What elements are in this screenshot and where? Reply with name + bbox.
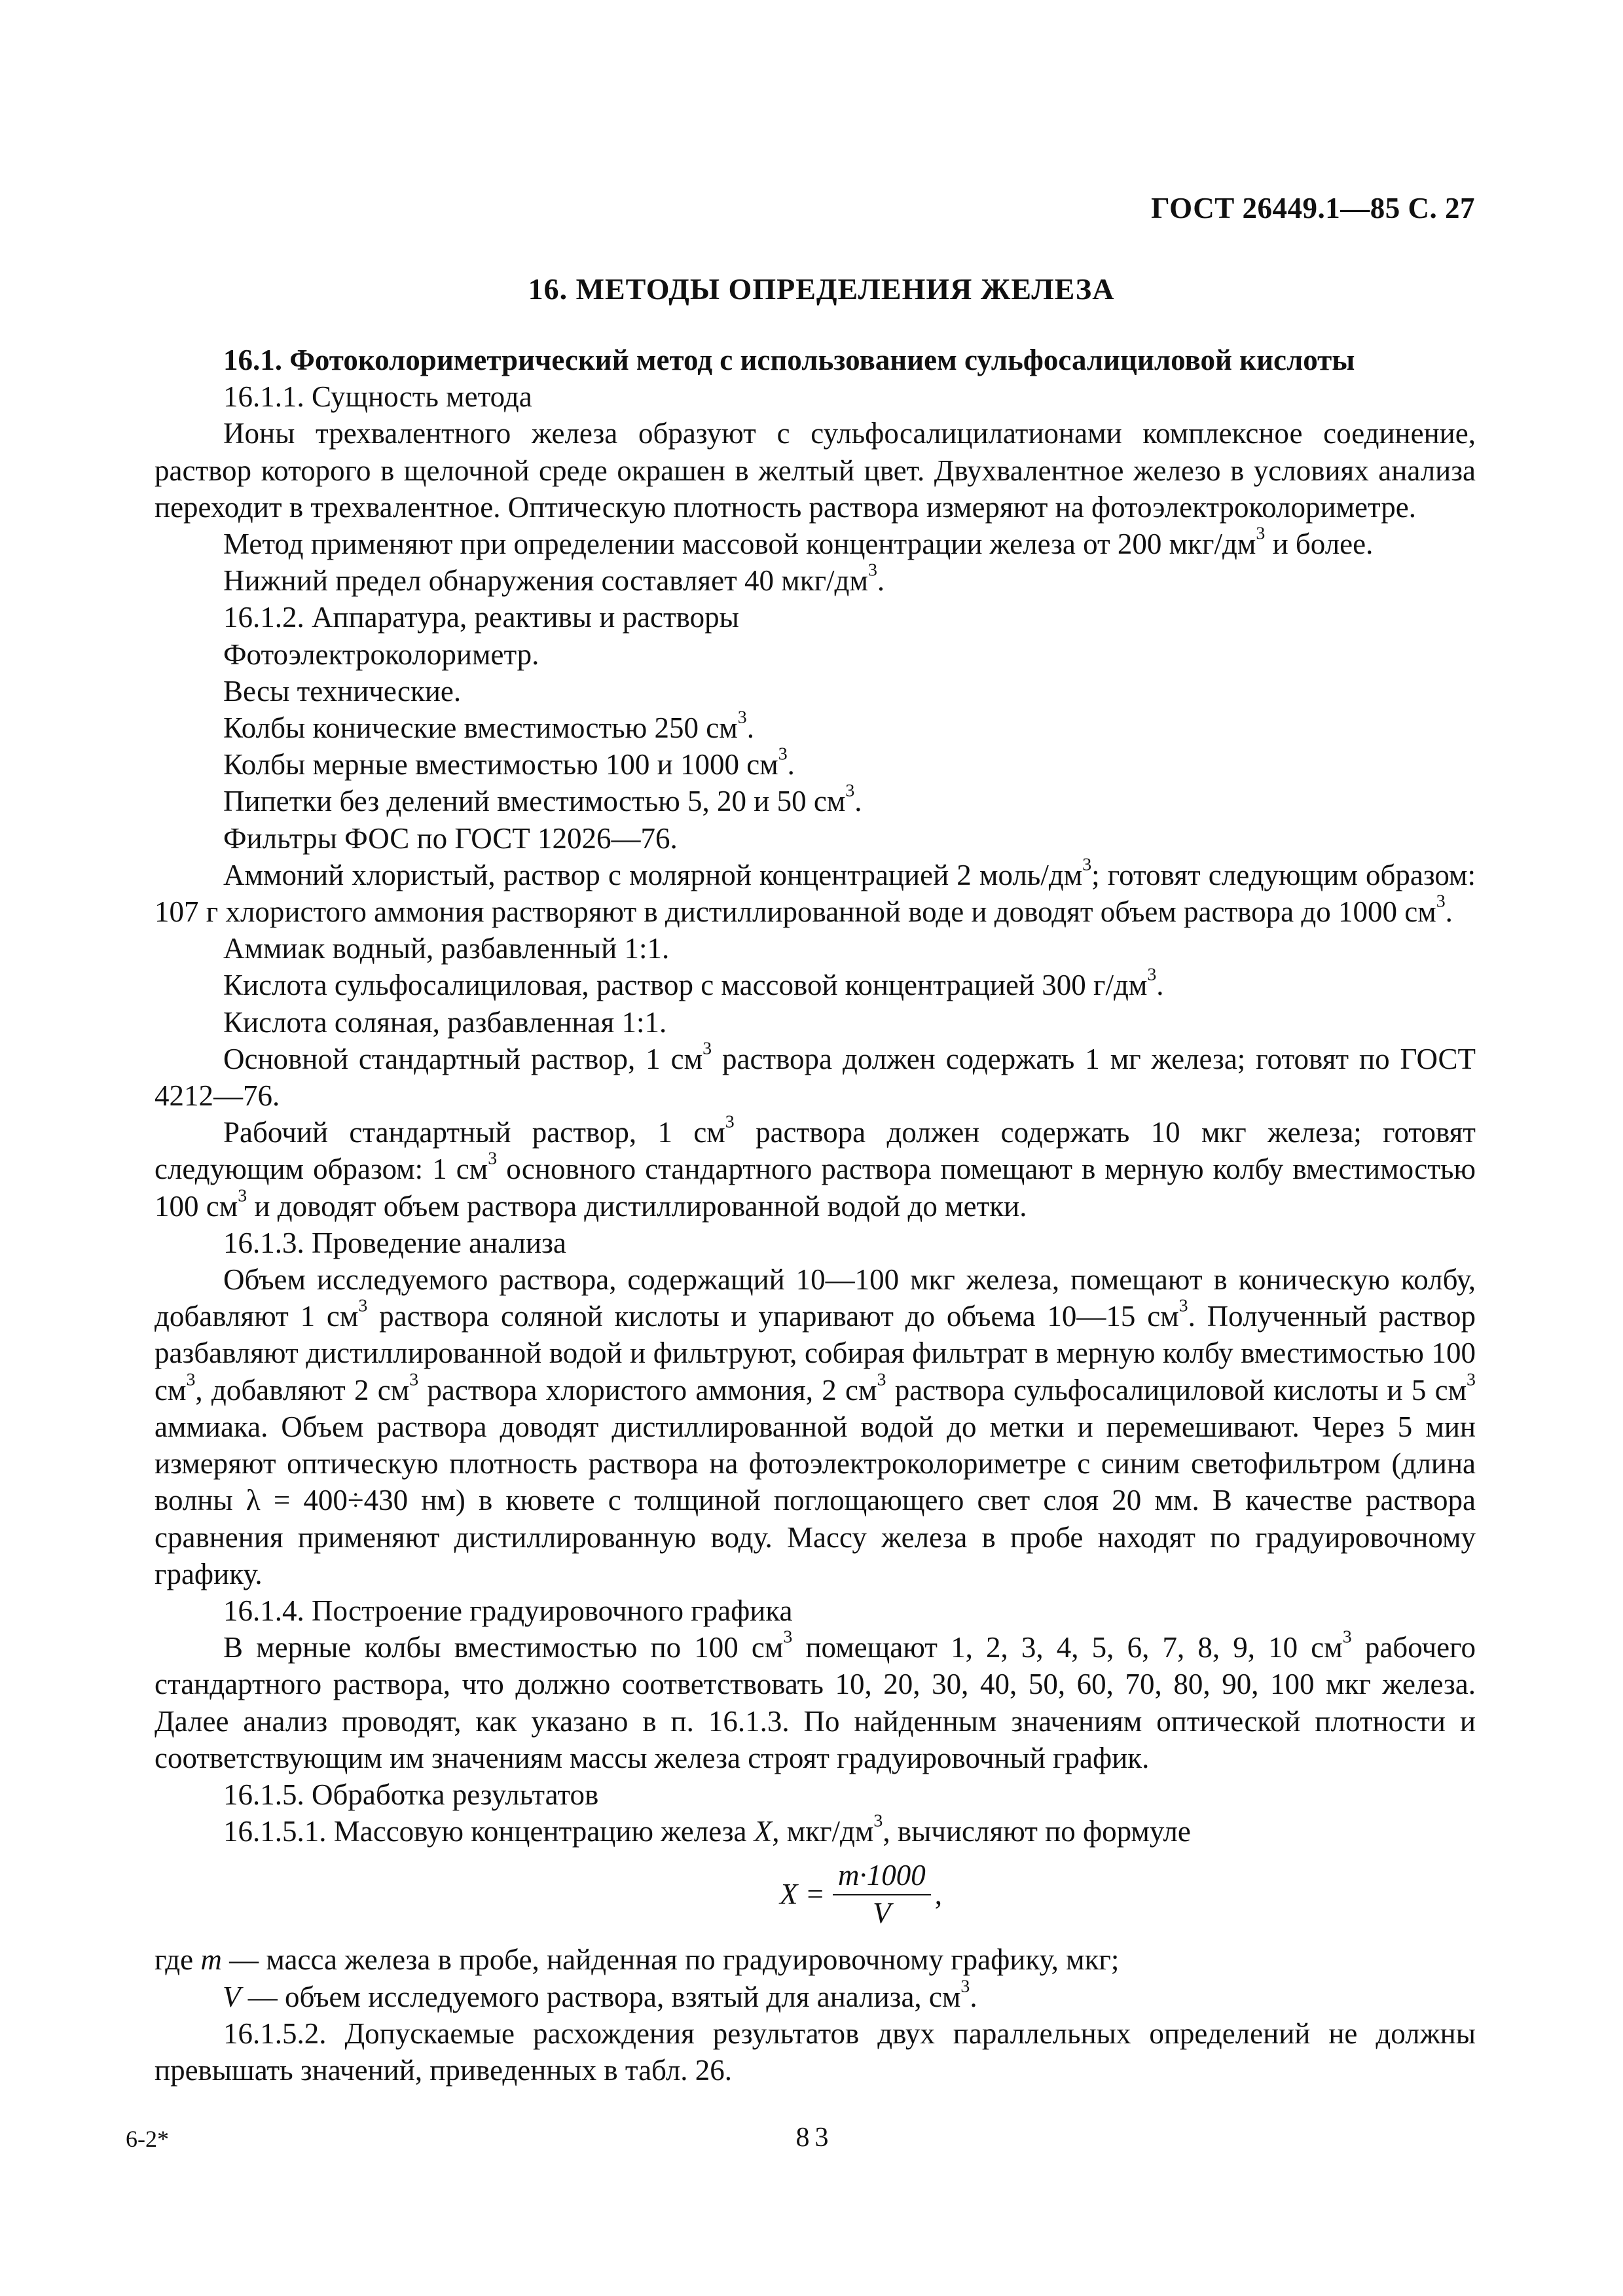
paragraph: Аммоний хлористый, раствор с молярной концентрацией 2 моль/$дм^3$; готовят следующим образом: 107 г хлористого аммония растворяют в дистиллированной воде и доводят объем раствора до 1000 $см^3$. xyxy=(155,854,1476,929)
paragraph: Метод применяют при определении массовой концентрации железа от 200 мкг/$дм^3$ и более. xyxy=(223,523,1374,561)
list-item: Колбы мерные вместимостью 100 и 1000 $см^3$. xyxy=(223,744,795,781)
paragraph: Основной стандартный раствор, 1 $см^3$ раствора должен содержать 1 мг железа; готовят по ГОСТ 4212—76. xyxy=(155,1038,1476,1113)
list-item: Кислота соляная, разбавленная 1:1. xyxy=(223,1005,667,1039)
clause-heading: 16.1.5. Обработка результатов xyxy=(223,1778,599,1811)
formula-denominator: V xyxy=(873,1897,891,1930)
paragraph: Объем исследуемого раствора, содержащий 10—100 мкг железа, помещают в коническую колбу, добавляют 1 $см^3$ раствора соляной кислоты и упаривают до объема 10—15 $см^3$. Полученный раствор разбавляют дистиллированной водой и фильтруют, собирая фильтрат в мерную колбу вместимостью 100 $см^3$, добавляют 2 $см^3$ раствора хлористого аммония, 2 $см^3$ раствора сульфосалициловой кислоты и 5 $см^3$ аммиака. Объем раствора доводят дистиллированной водой до метки и перемешивают. Через 5 мин измеряют оптическую плотность раствора на фотоэлектроколориметре с синим светофильтром (длина волны λ = 400÷430 нм) в кювете с толщиной поглощающего свет слоя 20 мм. В качестве раствора сравнения применяют дистиллированную воду. Массу железа в пробе находят по градуировочному графику. xyxy=(155,1263,1476,1590)
list-item: Аммиак водный, разбавленный 1:1. xyxy=(223,932,670,965)
paragraph: Рабочий стандартный раствор, 1 $см^3$ раствора должен содержать 10 мкг железа; готовят следующим образом: 1 $см^3$ основного стандартного раствора помещают в мерную колбу вместимостью 100 $см^3$ и доводят объем раствора дистиллированной водой до метки. xyxy=(155,1111,1476,1223)
paragraph: 16.1.5.1. Массовую концентрацию железа X, мкг/$дм^3$, вычисляют по формуле xyxy=(223,1810,1191,1848)
formula-tail: , xyxy=(934,1878,943,1911)
formula-fraction xyxy=(833,1857,931,1931)
formula-numerator: m·1000 xyxy=(833,1857,931,1895)
list-item: Фильтры ФОС по ГОСТ 12026—76. xyxy=(223,821,678,855)
clause-heading: 16.1.4. Построение градуировочного графика xyxy=(223,1594,793,1627)
list-item: Пипетки без делений вместимостью 5, 20 и 50 $см^3$. xyxy=(223,781,862,818)
clause-heading: 16.1.1. Сущность метода xyxy=(223,380,532,414)
list-item: Весы технические. xyxy=(223,674,462,708)
paragraph: В мерные колбы вместимостью по 100 $см^3$ помещают 1, 2, 3, 4, 5, 6, 7, 8, 9, 10 $см^3$ рабочего стандартного раствора, что должно соответствовать 10, 20, 30, 40, 50, 60, 70, 80, 90, 100 мкг железа. Далее анализ проводят, как указано в п. 16.1.3. По найденным значениям оптической плотности и соответствующим им значениям массы железа строят градуировочный график. xyxy=(155,1626,1476,1774)
formula-lhs: X = xyxy=(779,1878,826,1911)
footer-mark: 6-2* xyxy=(126,2126,169,2152)
section-title: 16. МЕТОДЫ ОПРЕДЕЛЕНИЯ ЖЕЛЕЗА xyxy=(528,272,1115,306)
paragraph: Ионы трехвалентного железа образуют с сульфосалицилатионами комплексное соединение, раствор которого в щелочной среде окрашен в желтый цвет. Двухвалентное железо в условиях анализа переходит в трехвалентное. Оптическую плотность раствора измеряют на фотоэлектроколориметре. xyxy=(155,417,1476,524)
clause-heading: 16.1.3. Проведение анализа xyxy=(223,1226,566,1259)
list-item: Фотоэлектроколориметр. xyxy=(223,637,539,671)
document-body xyxy=(155,342,1476,2089)
concentration-formula xyxy=(155,1857,1476,1931)
subsection-title: 16.1. Фотоколориметрический метод с использованием сульфосалициловой кислоты xyxy=(223,344,1355,376)
formula-legend-item: где m — масса железа в пробе, найденная по градуировочному графику, мкг; xyxy=(155,1943,1120,1977)
list-item: Колбы конические вместимостью 250 $см^3$. xyxy=(223,707,754,745)
paragraph: Нижний предел обнаружения составляет 40 мкг/$дм^3$. xyxy=(223,560,885,598)
formula-legend-item: V — объем исследуемого раствора, взятый для анализа, $см^3$. xyxy=(223,1976,977,2013)
list-item: Кислота сульфосалициловая, раствор с массовой концентрацией 300 $г/дм^3$. xyxy=(223,965,1164,1002)
page-number: 83 xyxy=(795,2123,834,2153)
paragraph: 16.1.5.2. Допускаемые расхождения результатов двух параллельных определений не должны превышать значений, приведенных в табл. 26. xyxy=(155,2017,1476,2087)
document-code-header: ГОСТ 26449.1—85 С. 27 xyxy=(1151,192,1475,224)
clause-heading: 16.1.2. Аппаратура, реактивы и растворы xyxy=(223,601,739,634)
